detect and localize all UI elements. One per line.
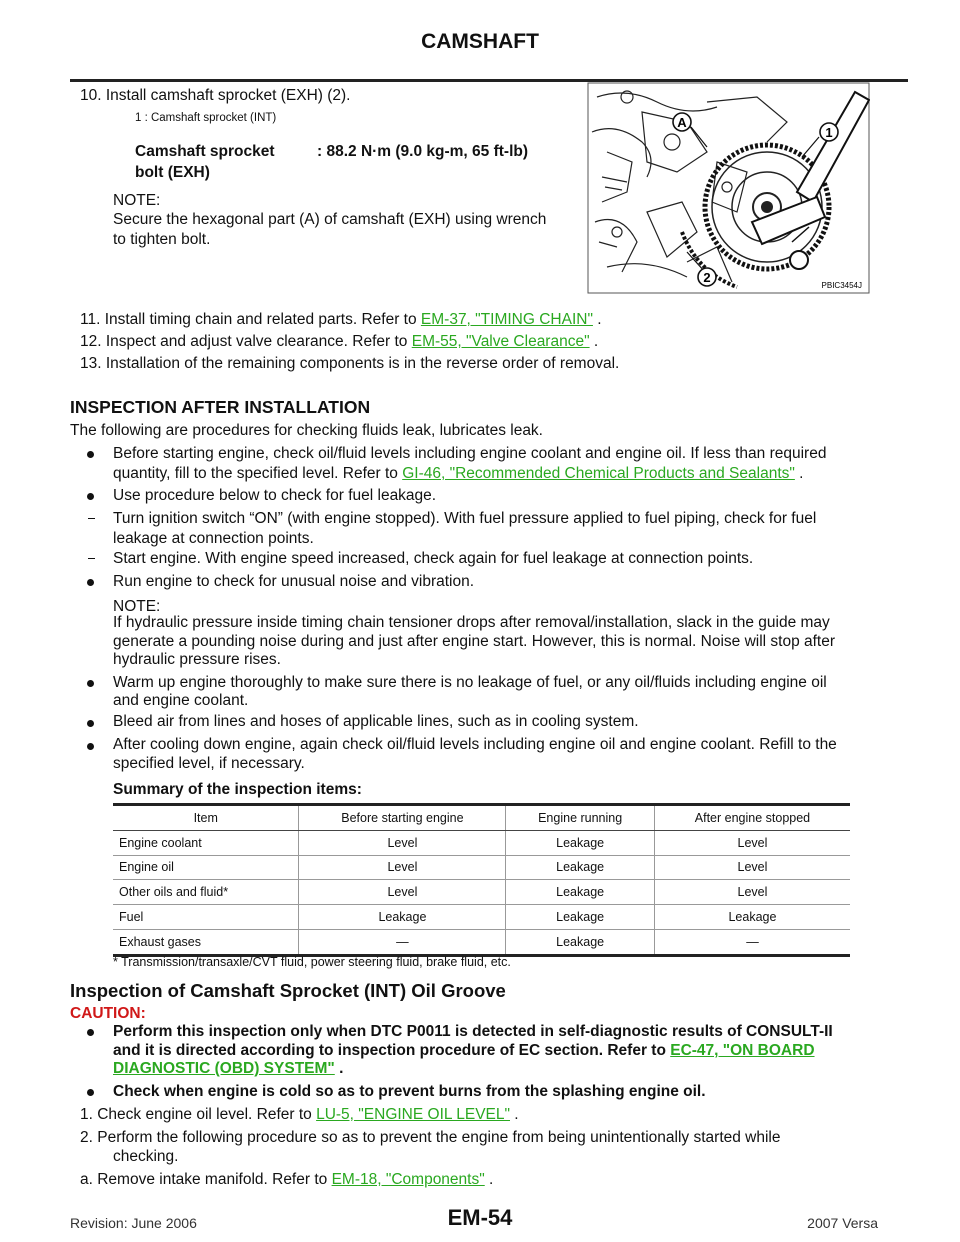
table-cell: Level [654,830,850,855]
oil-groove-step-1-text: 1. Check engine oil level. Refer to [80,1106,317,1123]
step-12-end: . [589,333,599,350]
torque-value: : 88.2 N·m (9.0 kg-m, 65 ft-lb) [317,143,529,160]
table-cell: — [654,929,850,955]
caution-1-line-3 [113,1058,343,1079]
dash-icon [88,518,95,519]
table-header-row [113,805,850,831]
oil-groove-step-a [80,1169,493,1190]
dash-1-line-2: leakage at connection points. [113,530,314,547]
table-header-cell: Engine running [506,805,655,831]
inspection-intro: The following are procedures for checking fluids leak, lubricates leak. [70,422,543,439]
bullet-6-line-2: specified level, if necessary. [113,755,305,772]
step-13: 13. Installation of the remaining components is in the reverse order of removal. [80,355,620,372]
dash-icon [88,558,95,559]
bullet-icon [87,680,94,687]
table-cell: Level [654,880,850,905]
caution-label: CAUTION: [70,1005,146,1022]
camshaft-sprocket-figure [587,82,870,294]
callout-a: A [677,115,687,130]
oil-groove-step-a-text: a. Remove intake manifold. Refer to [80,1171,332,1188]
link-obd-system-cont[interactable]: DIAGNOSTIC (OBD) SYSTEM" [113,1060,335,1077]
engine-illustration [587,82,870,294]
table-cell: Level [654,855,850,880]
step-12 [80,331,598,352]
bullet-icon [87,743,94,750]
table-cell: — [299,929,506,955]
footer-model: 2007 Versa [807,1215,878,1231]
bullet-6-line-1: After cooling down engine, again check oil/fluid levels including engine oil and engine coolant. Refill to the [113,736,837,753]
oil-groove-step-1-end: . [510,1106,519,1123]
bullet-4-line-1: Warm up engine thoroughly to make sure there is no leakage of fuel, or any oil/fluids including engine oil [113,674,827,691]
step-11-end: . [592,311,602,328]
oil-groove-step-2-line-2: checking. [113,1148,179,1165]
bullet-3: Run engine to check for unusual noise and vibration. [113,573,475,590]
table-cell: Leakage [506,830,655,855]
table-cell: Level [299,830,506,855]
table-cell: Leakage [299,905,506,930]
link-chemical-products[interactable]: GI-46, "Recommended Chemical Products and Sealants" [402,465,795,482]
bullet-1-line-1: Before starting engine, check oil/fluid levels including engine coolant and engine oil. If less than required [113,445,827,462]
callout-1: 1 [825,125,833,140]
dash-1-line-1: Turn ignition switch “ON” (with engine stopped). With fuel pressure applied to fuel piping, check for fuel [113,510,817,527]
table-header-cell: After engine stopped [654,805,850,831]
table-cell: Other oils and fluid* [113,880,299,905]
table-cell: Leakage [506,855,655,880]
callout-2: 2 [703,270,711,285]
bullet-icon [87,1089,94,1096]
bullet-1-end: . [794,465,804,482]
link-obd-system[interactable]: EC-47, "ON BOARD [670,1042,815,1059]
bullet-icon [87,451,94,458]
bullet-icon [87,1029,94,1036]
table-cell: Leakage [654,905,850,930]
bullet-2: Use procedure below to check for fuel leakage. [113,487,437,504]
bullet-1-line-2 [113,463,804,484]
table-cell: Fuel [113,905,299,930]
note-2-line-1: If hydraulic pressure inside timing chain tensioner drops after removal/installation, slack in the guide may [113,614,830,631]
oil-groove-step-2-line-1: 2. Perform the following procedure so as to prevent the engine from being unintentionally started while [80,1129,781,1146]
oil-groove-step-1 [80,1104,519,1125]
table-cell: Leakage [506,905,655,930]
caution-1-text: and it is directed according to inspection procedure of EC section. Refer to [113,1042,671,1059]
table-header-cell: Item [113,805,299,831]
link-valve-clearance[interactable]: EM-55, "Valve Clearance" [411,333,590,350]
inspection-summary-table [113,803,850,957]
note-line-2: to tighten bolt. [113,231,211,248]
dash-2: Start engine. With engine speed increased, check again for fuel leakage at connection points. [113,550,754,567]
torque-label-line-2: bolt (EXH) [135,164,210,181]
section-heading-inspection: INSPECTION AFTER INSTALLATION [70,397,371,417]
torque-label-line-1: Camshaft sprocket [135,143,275,160]
table-cell: Level [299,855,506,880]
step-11-text: 11. Install timing chain and related parts. Refer to [80,311,421,328]
caution-1-end: . [334,1060,344,1077]
table-header-cell: Before starting engine [299,805,506,831]
note-2-line-3: hydraulic pressure rises. [113,651,281,668]
note-2-line-2: generate a pounding noise during and just after engine start. However, this is normal. Noise will stop after [113,633,836,650]
bullet-icon [87,720,94,727]
table-footnote: * Transmission/transaxle/CVT fluid, power steering fluid, brake fluid, etc. [113,955,511,969]
table-cell: Engine coolant [113,830,299,855]
link-engine-oil-level[interactable]: LU-5, "ENGINE OIL LEVEL" [316,1106,510,1123]
table-cell: Exhaust gases [113,929,299,955]
footer-revision: Revision: June 2006 [70,1215,197,1231]
table-row [113,905,850,930]
note-line-1: Secure the hexagonal part (A) of camshaft (EXH) using wrench [113,211,547,228]
table-row [113,855,850,880]
section-heading-oil-groove: Inspection of Camshaft Sprocket (INT) Oil Groove [70,980,506,1001]
link-timing-chain[interactable]: EM-37, "TIMING CHAIN" [420,311,593,328]
step-11 [80,309,602,330]
note-label: NOTE: [113,192,161,209]
footer-page-number: EM-54 [447,1205,513,1230]
table-cell: Leakage [506,880,655,905]
table-cell: Level [299,880,506,905]
bullet-5: Bleed air from lines and hoses of applicable lines, such as in cooling system. [113,713,639,730]
summary-title: Summary of the inspection items: [113,781,362,798]
page-title: CAMSHAFT [421,30,539,53]
step-10: 10. Install camshaft sprocket (EXH) (2). [80,87,351,104]
caution-2: Check when engine is cold so as to prevent burns from the splashing engine oil. [113,1083,706,1100]
oil-groove-step-a-end: . [484,1171,494,1188]
table-row [113,880,850,905]
table-row [113,830,850,855]
link-components[interactable]: EM-18, "Components" [331,1171,485,1188]
note-label-2: NOTE: [113,598,161,615]
figure-code: PBIC3454J [821,281,862,290]
bullet-icon [87,579,94,586]
bullet-icon [87,493,94,500]
bullet-4-line-2: and engine coolant. [113,692,249,709]
step-12-text: 12. Inspect and adjust valve clearance. Refer to [80,333,412,350]
caution-1-line-1: Perform this inspection only when DTC P0011 is detected in self-diagnostic results of CONSULT-II [113,1023,833,1040]
bullet-1-text: quantity, fill to the specified level. Refer to [113,465,403,482]
table-cell: Engine oil [113,855,299,880]
table-cell: Leakage [506,929,655,955]
figure-legend: 1 : Camshaft sprocket (INT) [135,112,277,124]
